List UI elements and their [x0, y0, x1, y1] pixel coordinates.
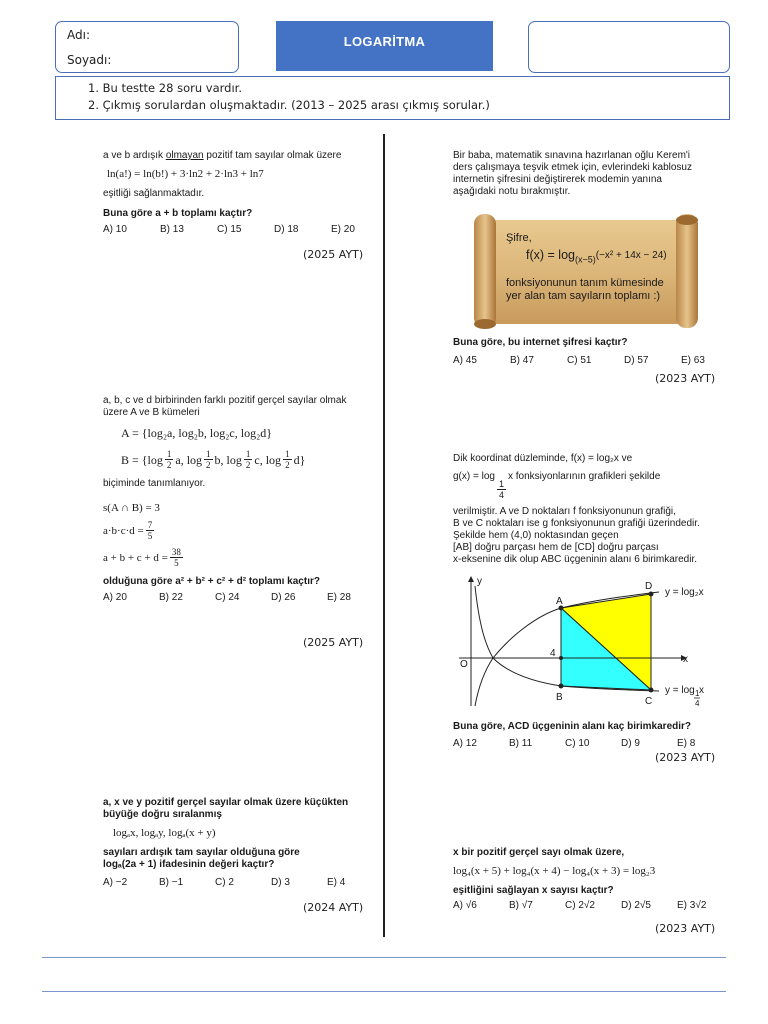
q5-year: (2023 AYT) — [655, 751, 716, 764]
log-graph — [455, 572, 725, 710]
q2-line-1: a, b, c ve d birbirinden farklı pozitif gerçel sayılar olmak — [103, 395, 347, 406]
g-label-base-num: 1 — [695, 689, 700, 698]
q4-option-b[interactable]: B) 47 — [510, 355, 534, 366]
q1-underlined: olmayan — [165, 150, 204, 161]
q1-option-b[interactable]: B) 13 — [160, 224, 184, 235]
q1-option-a[interactable]: A) 10 — [103, 224, 127, 235]
g-label-base-den: 4 — [695, 699, 700, 708]
q2-option-a[interactable]: A) 20 — [103, 592, 127, 603]
q5-option-c[interactable]: C) 10 — [565, 738, 590, 749]
label-a: A — [556, 596, 563, 607]
q2-option-b[interactable]: B) 22 — [159, 592, 183, 603]
q5-question-block — [453, 721, 695, 750]
q3-option-b[interactable]: B) −1 — [159, 877, 184, 888]
point-c — [649, 688, 654, 693]
q5-option-a[interactable]: A) 12 — [453, 738, 477, 749]
q2-base-3: $\frac{1}{2}$ — [245, 449, 251, 470]
q6-option-a[interactable]: A) √6 — [453, 900, 477, 911]
q2-year: (2025 AYT) — [303, 636, 364, 649]
question-6 — [453, 847, 706, 912]
q4-options — [453, 355, 705, 367]
q4-line-4: aşağıdaki notu bırakmıştır. — [453, 186, 571, 197]
q1-options — [103, 224, 355, 236]
label-c: C — [645, 696, 653, 707]
q2-base-4: $\frac{1}{2}$ — [285, 449, 290, 470]
q2-option-e[interactable]: E) 28 — [327, 592, 351, 603]
point-d — [649, 592, 654, 597]
f-label: y = log₂x — [665, 587, 704, 598]
footer-line-2 — [42, 991, 726, 992]
column-divider — [383, 134, 385, 937]
label-b: B — [556, 692, 563, 703]
q3-option-d[interactable]: D) 3 — [271, 877, 290, 888]
q2-cond-2: a·b·c·d = $\frac{7}{5}$ — [103, 520, 153, 541]
q1-option-d[interactable]: D) 18 — [274, 224, 299, 235]
q4-line-1: Bir baba, matematik sınavına hazırlanan oğlu Kerem'i — [453, 150, 691, 161]
q6-option-d[interactable]: D) 2√5 — [621, 900, 651, 911]
question-4 — [453, 150, 692, 198]
q4-line-2: ders çalışmaya teşvik etmek için, evlerindeki kablosuz — [453, 162, 692, 173]
label-d: D — [645, 581, 653, 592]
question-5 — [453, 453, 700, 566]
q5-line-7: x-eksenine dik olup ABC üçgeninin alanı 6 birimkaredir. — [453, 554, 698, 565]
q2-options — [103, 592, 351, 604]
q1-line-1: a ve b ardışık olmayan pozitif tam sayılar olmak üzere — [103, 150, 342, 161]
q5-question: Buna göre, ACD üçgeninin alanı kaç birimkaredir? — [453, 721, 692, 732]
page-title: LOGARİTMA — [276, 21, 493, 71]
tick-4-label: 4 — [550, 648, 556, 659]
q5-options — [453, 738, 695, 750]
q3-expression: logₐx, logₐy, logₐ(x + y) — [113, 827, 216, 839]
x-axis-label: x — [683, 654, 688, 665]
info-line-2: 2. Çıkmış sorulardan oluşmaktadır. (2013 – 2025 arası çıkmış sorular.) — [88, 98, 490, 112]
y-axis-label: y — [477, 576, 482, 587]
info-line-1: 1. Bu testte 28 soru vardır. — [88, 81, 242, 95]
q2-option-d[interactable]: D) 26 — [271, 592, 296, 603]
g-label: y = log — [665, 685, 695, 696]
scroll-line-1: Şifre, — [506, 232, 532, 244]
q3-option-c[interactable]: C) 2 — [215, 877, 234, 888]
q4-question-block — [453, 337, 705, 367]
g-label-post: x — [699, 685, 704, 696]
q1-equation: ln(a!) = ln(b!) + 3·ln2 + 2·ln3 + ln7 — [107, 168, 264, 180]
q6-question: eşitliğini sağlayan x sayısı kaçtır? — [453, 885, 614, 896]
q4-option-c[interactable]: C) 51 — [567, 355, 592, 366]
q2-line-5: biçiminde tanımlanıyor. — [103, 478, 206, 489]
q4-line-3: internetin şifresini değiştirerek modemin yanına — [453, 174, 662, 185]
q2-base-2: $\frac{1}{2}$ — [206, 449, 211, 470]
q6-option-c[interactable]: C) 2√2 — [565, 900, 595, 911]
question-2 — [103, 395, 351, 604]
point-4 — [559, 656, 563, 660]
q6-options — [453, 900, 706, 912]
q2-set-b: B = { log $\frac{1}{2}$ a, log $\frac{1}{2}$ b, log $\frac{1}{2}$ c, log $\frac{1}{2}$ d} — [121, 449, 306, 470]
q5-option-b[interactable]: B) 11 — [509, 738, 533, 749]
q4-question: Buna göre, bu internet şifresi kaçtır? — [453, 337, 628, 348]
q4-option-d[interactable]: D) 57 — [624, 355, 649, 366]
q5-line-5: Şekilde hem (4,0) noktasından geçen — [453, 530, 619, 541]
q6-line-1: x bir pozitif gerçel sayı olmak üzere, — [453, 847, 625, 858]
info-box — [55, 76, 730, 120]
q5-line-2: g(x) = log $\frac{1}{4}$ x fonksiyonlarının grafikleri şekilde — [453, 471, 661, 500]
q2-cond-1: s(A ∩ B) = 3 — [103, 502, 160, 514]
q5-option-d[interactable]: D) 9 — [621, 738, 640, 749]
q3-question: logₐ(2a + 1) ifadesinin değeri kaçtır? — [103, 859, 275, 870]
scroll-line-4: yer alan tam sayıların toplamı :) — [506, 289, 661, 302]
q6-year: (2023 AYT) — [655, 922, 716, 935]
q3-options — [103, 877, 348, 889]
scroll-formula: $f(x) = \log_{(x-5)}(-x^2 + 14x - 24)$ — [526, 248, 667, 265]
q4-option-e[interactable]: E) 63 — [681, 355, 705, 366]
q5-line-3: verilmiştir. A ve D noktaları f fonksiyonunun grafiği, — [453, 506, 676, 517]
q2-base-1: $\frac{1}{2}$ — [166, 449, 172, 470]
q3-option-a[interactable]: A) −2 — [103, 877, 128, 888]
y-axis-arrow — [468, 576, 474, 582]
q1-line-3: eşitliği sağlanmaktadır. — [103, 188, 205, 199]
score-box — [528, 21, 730, 73]
q4-year: (2023 AYT) — [655, 372, 716, 385]
q3-year: (2024 AYT) — [303, 901, 364, 914]
surname-label: Soyadı: — [67, 53, 112, 67]
q6-option-e[interactable]: E) 3√2 — [677, 900, 707, 911]
q1-option-c[interactable]: C) 15 — [217, 224, 242, 235]
question-1 — [103, 150, 355, 236]
q1-option-e[interactable]: E) 20 — [331, 224, 355, 235]
q2-set-a: A = {log₂a, log₂b, log₂c, log₂d} — [121, 426, 273, 440]
q5-line-6: [AB] doğru parçası hem de [CD] doğru parçası — [453, 542, 659, 553]
origin-label: O — [460, 659, 468, 670]
scroll-text — [506, 232, 667, 303]
q3-line-1: a, x ve y pozitif gerçel sayılar olmak üzere küçükten — [103, 797, 349, 808]
q2-cond-3: a + b + c + d = $\frac{38}{5}$ — [103, 547, 181, 568]
q2-line-2: üzere A ve B kümeleri — [103, 407, 200, 418]
q5-line-4: B ve C noktaları ise g fonksiyonunun grafiği üzerindedir. — [453, 518, 700, 529]
q5-option-e[interactable]: E) 8 — [677, 738, 696, 749]
scroll-line-3: fonksiyonunun tanım kümesinde — [506, 276, 664, 289]
q5-line-1: Dik koordinat düzleminde, f(x) = log₂x ve — [453, 453, 633, 464]
q1-year: (2025 AYT) — [303, 248, 364, 261]
q1-question: Buna göre a + b toplamı kaçtır? — [103, 208, 253, 219]
q6-equation: log₄(x + 5) + log₄(x + 4) − log₄(x + 3) = log₂3 — [453, 865, 656, 877]
q3-line-2: büyüğe doğru sıralanmış — [103, 809, 222, 820]
point-b — [559, 684, 564, 689]
q6-option-b[interactable]: B) √7 — [509, 900, 533, 911]
name-label: Adı: — [67, 28, 90, 42]
q2-option-c[interactable]: C) 24 — [215, 592, 240, 603]
q4-option-a[interactable]: A) 45 — [453, 355, 477, 366]
q2-question: olduğuna göre a² + b² + c² + d² toplamı kaçtır? — [103, 576, 320, 587]
q3-option-e[interactable]: E) 4 — [327, 877, 346, 888]
question-3 — [103, 797, 348, 889]
q5-base: $\frac{1}{4}$ — [498, 479, 504, 500]
q3-line-4: sayıları ardışık tam sayılar olduğuna göre — [103, 847, 300, 858]
footer-line-1 — [42, 957, 726, 958]
